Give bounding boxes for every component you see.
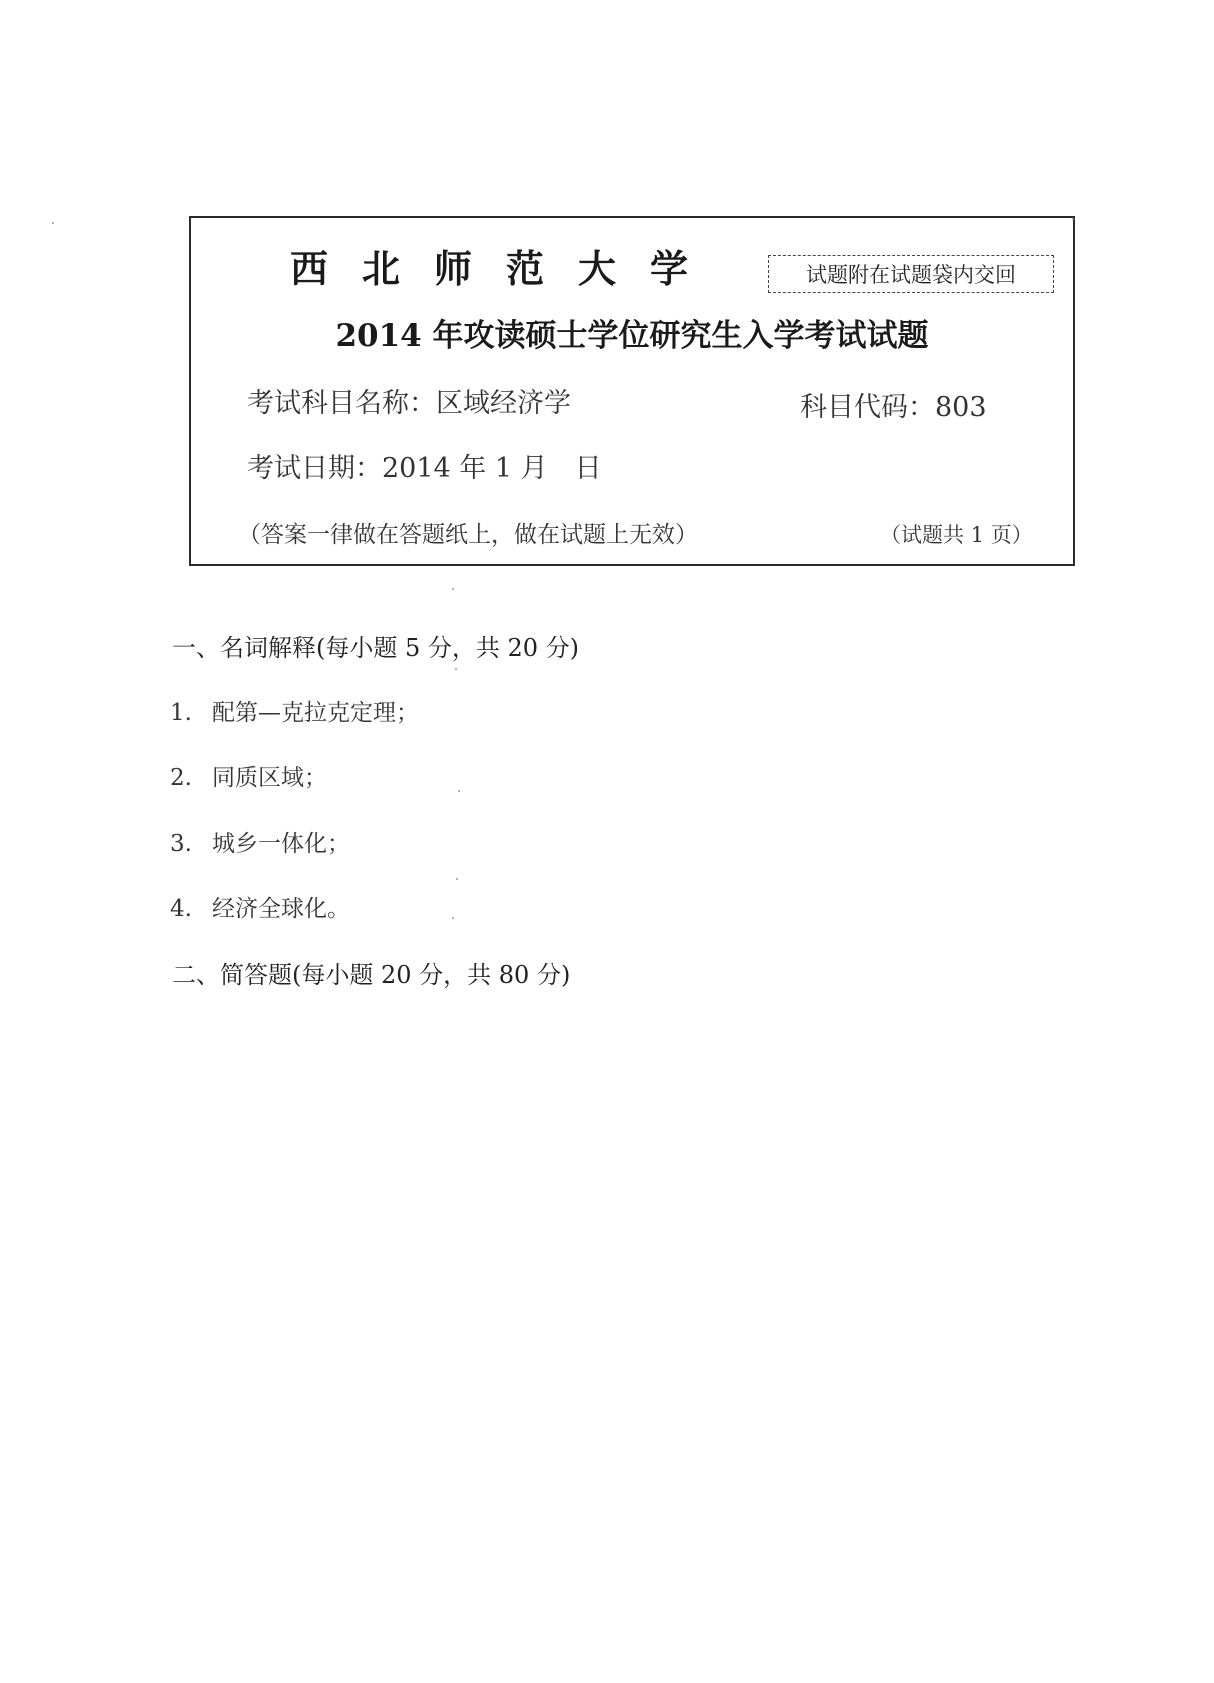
page-count-note: （试题共 1 页） xyxy=(880,523,1033,547)
question-item xyxy=(170,890,350,923)
exam-date: 考试日期：2014 年 1 月 日 xyxy=(247,453,602,484)
scan-speck xyxy=(1072,218,1074,220)
question-number: 2. xyxy=(170,765,192,791)
question-text: 城乡一体化； xyxy=(212,831,350,857)
subject-name: 考试科目名称：区域经济学 xyxy=(247,388,571,419)
scan-speck xyxy=(455,668,457,670)
subject-code: 科目代码：803 xyxy=(800,392,987,423)
question-item xyxy=(170,825,350,858)
university-name: 西北师范大学 xyxy=(290,247,723,291)
answer-note: （答案一律做在答题纸上，做在试题上无效） xyxy=(238,522,698,548)
exam-title: 2014 年攻读硕士学位研究生入学考试试题 xyxy=(335,318,929,354)
question-text: 经济全球化。 xyxy=(212,896,350,922)
question-number: 4. xyxy=(170,896,192,922)
section-title-definitions: 一、名词解释(每小题 5 分，共 20 分) xyxy=(172,634,580,662)
question-number: 1. xyxy=(170,700,192,726)
scan-speck xyxy=(452,917,454,919)
question-item xyxy=(170,694,419,727)
scan-speck xyxy=(458,790,460,792)
question-text: 同质区域； xyxy=(212,765,327,791)
section-title-short-answer: 二、简答题(每小题 20 分，共 80 分) xyxy=(172,961,571,989)
scan-speck xyxy=(456,878,458,880)
question-item xyxy=(170,759,327,792)
return-notice: 试题附在试题袋内交回 xyxy=(768,255,1054,293)
scan-speck xyxy=(452,588,454,590)
question-text: 配第—克拉克定理； xyxy=(212,700,419,726)
question-number: 3. xyxy=(170,831,192,857)
scan-speck xyxy=(52,222,54,224)
